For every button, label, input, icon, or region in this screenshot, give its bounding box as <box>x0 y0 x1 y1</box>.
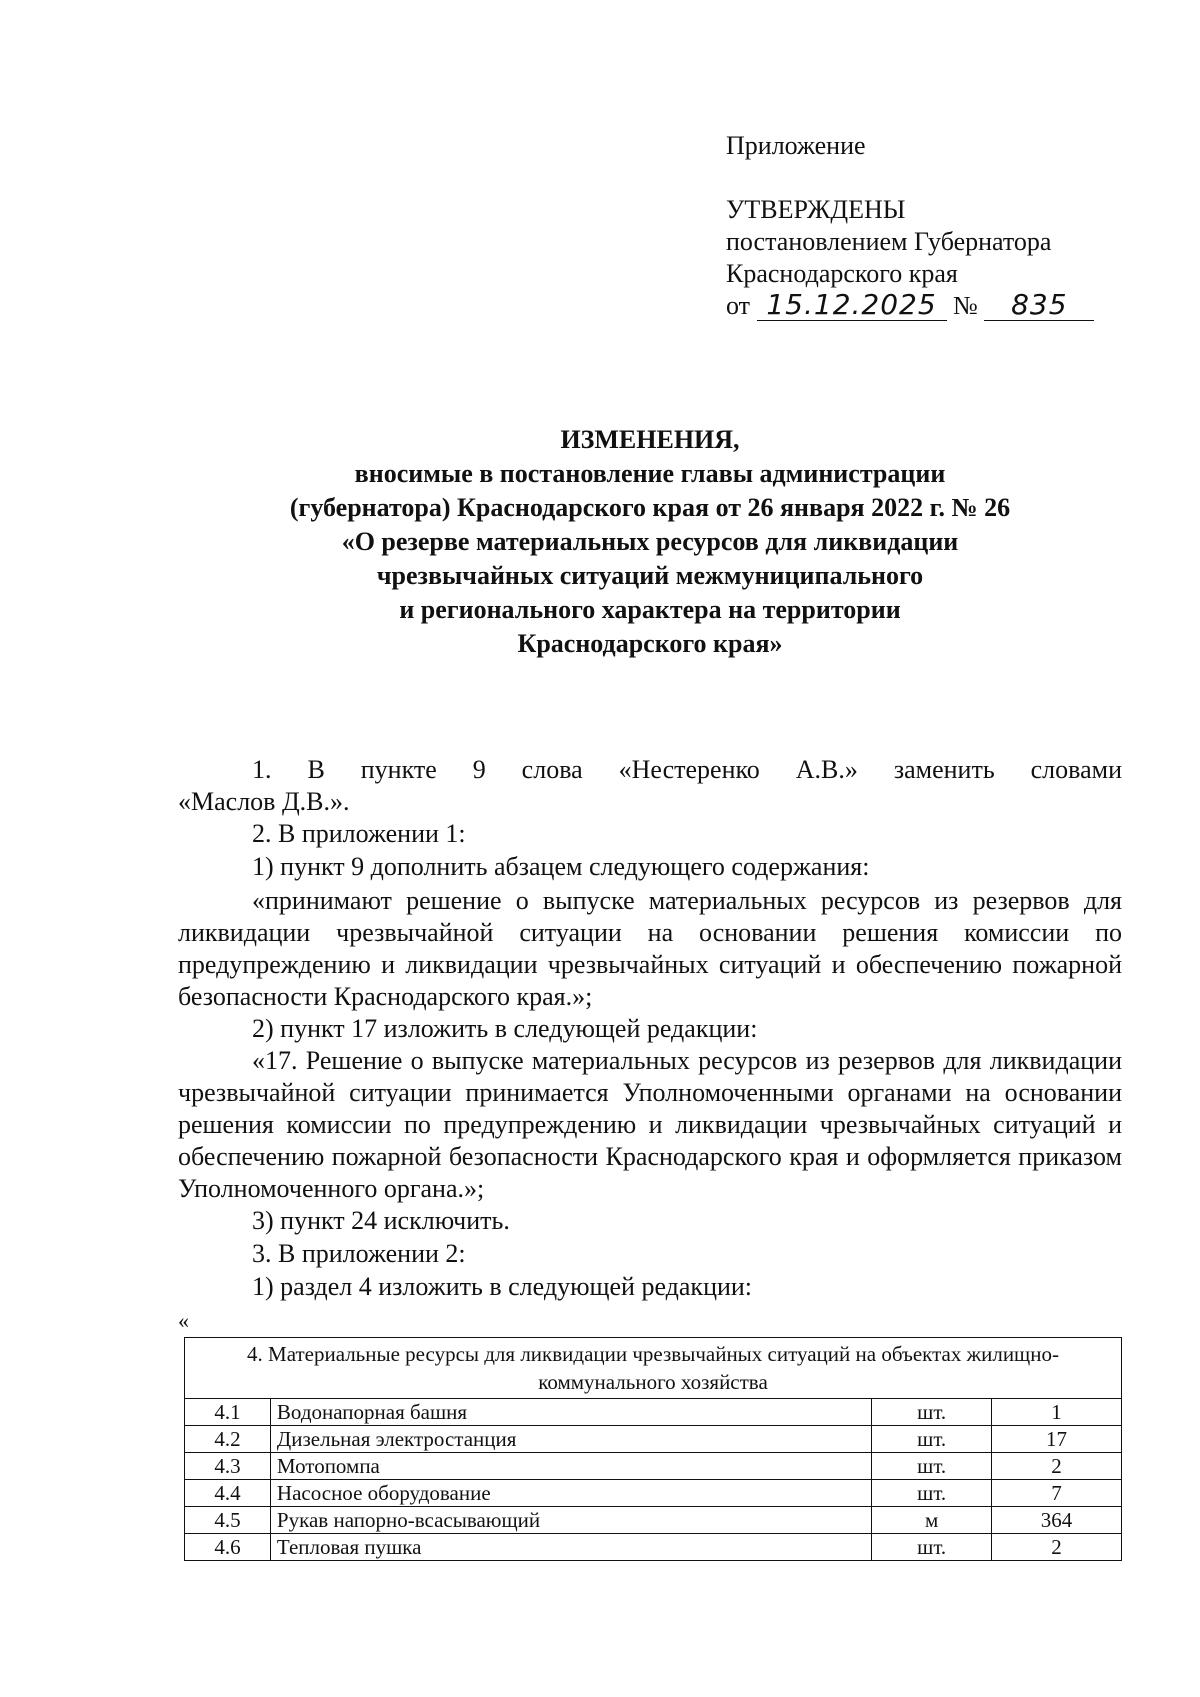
doc-subtitle-line2: (губернатора) Краснодарского края от 26 января 2022 г. № 26 <box>289 493 1011 522</box>
doc-subtitle-line3: «О резерве материальных ресурсов для ликвидации <box>341 527 959 556</box>
row-name: Насосное оборудование <box>270 1480 871 1507</box>
paragraph-9: 1) раздел 4 изложить в следующей редакции: <box>252 1272 753 1301</box>
table-row <box>185 1453 1122 1480</box>
row-name: Рукав напорно-всасывающий <box>270 1507 871 1534</box>
doc-subtitle-line6: Краснодарского края» <box>517 629 783 658</box>
row-number: 4.6 <box>185 1534 271 1561</box>
resources-table <box>184 1337 1122 1561</box>
table-row <box>185 1507 1122 1534</box>
row-name: Мотопомпа <box>270 1453 871 1480</box>
doc-subtitle-line1: вносимые в постановление главы администрации <box>354 459 946 488</box>
doc-subtitle-line5: и регионального характера на территории <box>399 595 901 624</box>
row-unit: шт. <box>872 1534 992 1561</box>
paragraph-5: 2) пункт 17 изложить в следующей редакции: <box>252 1014 758 1043</box>
approved-region-line: Краснодарского края <box>726 259 958 288</box>
doc-title: ИЗМЕНЕНИЯ, <box>560 425 740 454</box>
row-unit: шт. <box>872 1480 992 1507</box>
row-unit: шт. <box>872 1453 992 1480</box>
paragraph-1-line1: 1. В пункте 9 слова «Нестеренко А.В.» заменить словами <box>252 755 1122 784</box>
paragraph-7: 3) пункт 24 исключить. <box>252 1206 510 1235</box>
row-quantity: 1 <box>992 1399 1122 1426</box>
table-header: 4. Материальные ресурсы для ликвидации чрезвычайных ситуаций на объектах жилищно-коммунального хозяйства <box>185 1338 1122 1399</box>
paragraph-3: 1) пункт 9 дополнить абзацем следующего содержания: <box>252 852 870 881</box>
row-quantity: 17 <box>992 1426 1122 1453</box>
paragraph-6: «17. Решение о выпуске материальных ресурсов из резервов для ликвидации чрезвычайной ситуации принимается Уполномоченными органами на основании решения комиссии по предупреждению и ликвидации чрезвычайных ситуаций и обеспечению пожарной безопасности Краснодарского края и оформляется приказом Уполномоченного органа.»; <box>178 1046 1122 1203</box>
row-unit: шт. <box>872 1399 992 1426</box>
doc-subtitle-line4: чрезвычайных ситуаций межмуниципального <box>376 561 924 590</box>
date-prefix: от <box>726 291 751 320</box>
row-name: Дизельная электростанция <box>270 1426 871 1453</box>
row-quantity: 7 <box>992 1480 1122 1507</box>
row-number: 4.5 <box>185 1507 271 1534</box>
row-number: 4.4 <box>185 1480 271 1507</box>
row-quantity: 2 <box>992 1534 1122 1561</box>
paragraph-1-line2: «Маслов Д.В.». <box>178 787 350 816</box>
row-quantity: 364 <box>992 1507 1122 1534</box>
number-prefix: № <box>953 291 978 320</box>
table-row <box>185 1426 1122 1453</box>
approval-number: 835 <box>984 290 1094 321</box>
row-number: 4.1 <box>185 1399 271 1426</box>
approval-date-line <box>726 290 1094 322</box>
paragraph-2: 2. В приложении 1: <box>252 819 466 848</box>
approved-label: УТВЕРЖДЕНЫ <box>726 195 906 224</box>
row-quantity: 2 <box>992 1453 1122 1480</box>
appendix-label: Приложение <box>726 131 866 160</box>
approval-date: 15.12.2025 <box>757 290 947 321</box>
table-row <box>185 1399 1122 1426</box>
quote-open: « <box>178 1308 189 1333</box>
row-unit: м <box>872 1507 992 1534</box>
paragraph-8: 3. В приложении 2: <box>252 1239 466 1268</box>
paragraph-4: «принимают решение о выпуске материальных ресурсов из резервов для ликвидации чрезвычайной ситуации на основании решения комиссии по предупреждению и ликвидации чрезвычайных ситуаций и обеспечению пожарной безопасности Краснодарского края.»; <box>178 886 1122 1011</box>
row-unit: шт. <box>872 1426 992 1453</box>
row-number: 4.3 <box>185 1453 271 1480</box>
row-name: Тепловая пушка <box>270 1534 871 1561</box>
table-row <box>185 1480 1122 1507</box>
row-name: Водонапорная башня <box>270 1399 871 1426</box>
row-number: 4.2 <box>185 1426 271 1453</box>
table-header-row <box>185 1338 1122 1399</box>
approved-by-line: постановлением Губернатора <box>726 227 1052 256</box>
table-row <box>185 1534 1122 1561</box>
